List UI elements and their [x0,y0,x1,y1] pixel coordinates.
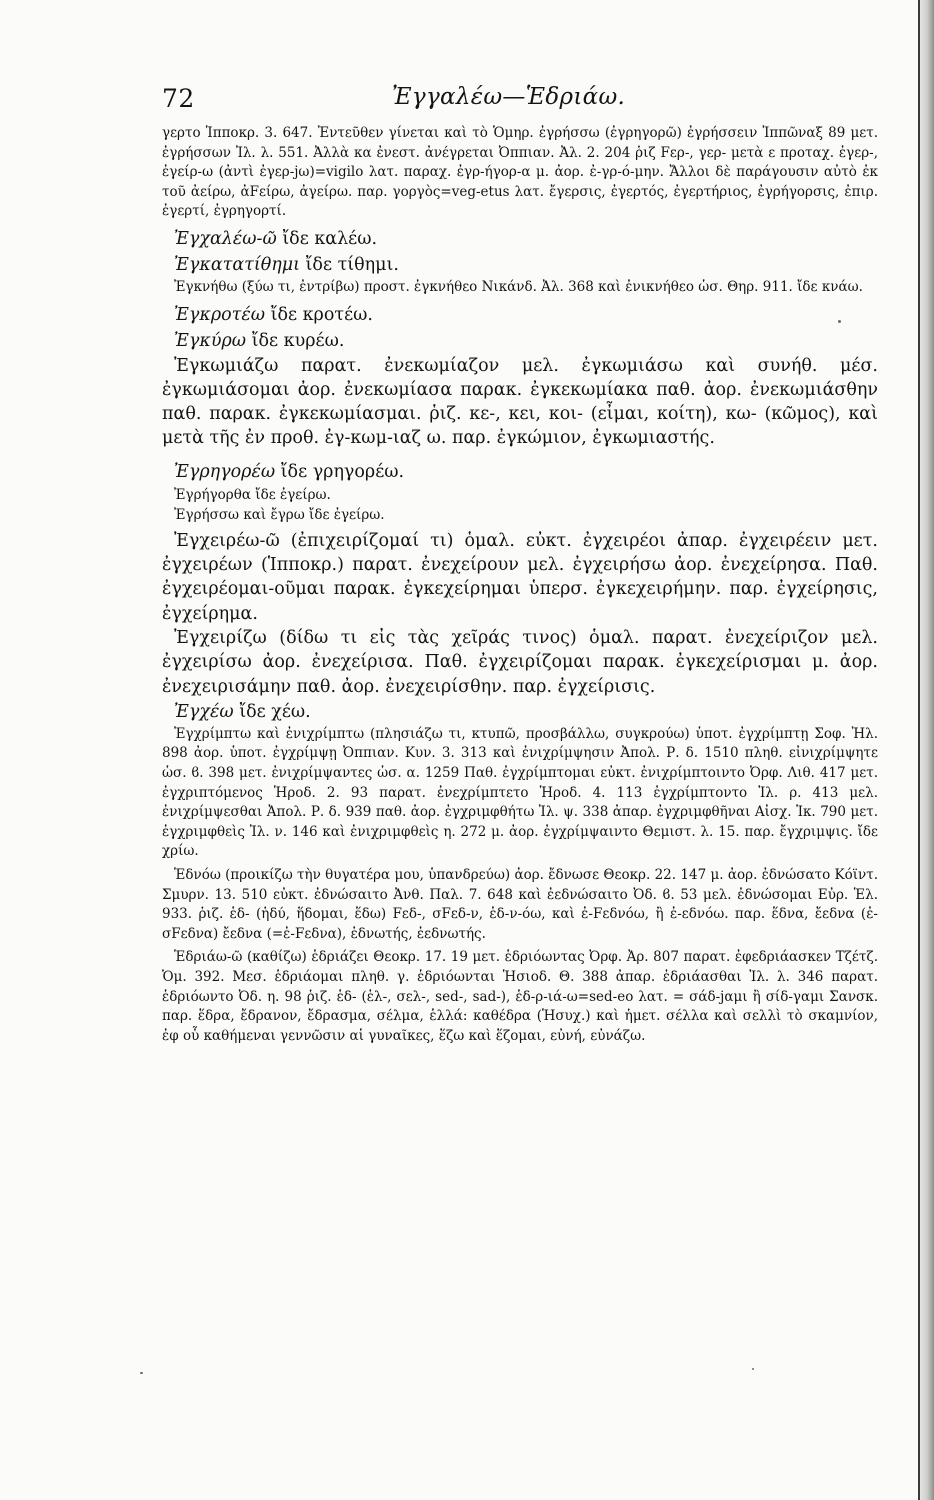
entry-text: ἴδε κυρέω. [246,330,345,351]
entry-ednoo: Ἑδνόω (προικίζω τὴν θυγατέρα μου, ὑπανδρεύω) ἀορ. ἔδνωσε Θεοκρ. 22. 147 μ. ἀορ. ἐδνώσατο Κόϊντ. Σμυρν. 13. 510 εὐκτ. ἐδνώσαιτο Ἀνθ. Παλ. 7. 648 καὶ ἐεδνώσαιτο Ὀδ. ϐ. 53 μελ. ἐδνώσομαι Εὐρ. Ἑλ. 933. ῥιζ. ἑδ- (ἡδύ, ἥδομαι, ἕδω) Fεδ-, σFεδ-ν, ἑδ-ν-όω, καὶ ἐ-Fεδνόω, ἢ ἐ-εδνόω. παρ. ἕδνα, ἔεδνα (ἐ-σFεδνα) ἔεδνα (=ἐ-Fεδνα), ἑδνωτής, ἐεδνωτής. [162,866,878,942]
entry-egkyro [162,328,878,354]
entry-text: ἴδε καλέω. [276,228,378,249]
print-speck [140,1372,143,1374]
entry-headword: Ἐγχαλέω-ῶ [174,228,277,249]
entry-edriao: Ἑδριάω-ῶ (καθίζω) ἑδριάζει Θεοκρ. 17. 19 μετ. ἑδριόωντας Ὀρφ. Ἀρ. 807 παρατ. ἐφεδριάασκεν Τζέτζ. Ὁμ. 392. Μεσ. ἑδριάομαι πληθ. γ. ἑδριόωνται Ἡσιοδ. Θ. 388 ἀπαρ. ἑδριάασθαι Ἰλ. λ. 346 παρατ. ἑδριόωντο Ὀδ. η. 98 ῥιζ. ἑδ- (ἑλ-, σελ-, sed-, sad-), ἑδ-ρ-ιά-ω=sed-eo λατ. = σάδ-jαμι ἢ σίδ-γαμι Σανσκ. παρ. ἕδρα, ἔδρανον, ἔδρασμα, σέλμα, ἑλλά: καθέδρα (Ἡσυχ.) καὶ ἡμετ. σέλλα καὶ σελλὶ τὸ σκαμνίον, ἐφ οὗ καθήμεναι γεννῶσιν αἱ γυναῖκες, ἕζω καὶ ἕζομαι, εὐνή, εὐνάζω. [162,949,878,1044]
dictionary-content [162,124,878,1046]
entry-text: ἴδε κροτέω. [265,304,373,325]
entry-egregoreo [162,459,878,485]
entry-headword: Ἐγκροτέω [174,304,266,325]
entry-egknetho: Ἐγκνήθω (ξύω τι, ἐντρίβω) προστ. ἐγκνήθεο Νικάνδ. Ἀλ. 368 καὶ ἐνικνήθεο ὡσ. Θηρ. 911. ἴδε κνάω. [174,278,863,295]
running-head: Ἐγγαλέω—Ἑδριάω. [392,84,626,110]
book-spine-shadow [918,0,934,1500]
print-speck [838,320,841,323]
entry-egchrimpto: Ἐγχρίμπτω καὶ ἐνιχρίμπτω (πλησιάζω τι, κτυπῶ, προσβάλλω, συγκρούω) ὑποτ. ἐγχρίμπτῃ Σοφ. Ἠλ. 898 ἀορ. ὑποτ. ἐγχρίμψῃ Ὀππιαν. Κυν. 3. 313 καὶ ἐνιχρίμψησιν Ἀπολ. Ρ. δ. 1510 πληθ. εἰνιχρίμψητε ὡσ. ϐ. 398 μετ. ἐνιχρίμψαντες ὡσ. α. 1259 Παθ. ἐγχρίμπτομαι εὐκτ. ἐνιχρίμπτοιντο Ὀρφ. Λιθ. 417 μετ. ἐγχριπτόμενος Ἡροδ. 2. 93 παρατ. ἐνεχρίμπτετο Ἡροδ. 4. 113 ἐγχρίμπτοντο Ἰλ. ρ. 413 μελ. ἐνιχρίμψεσθαι Ἀπολ. Ρ. δ. 939 παθ. ἀορ. ἐγχριμφθήτω Ἰλ. ψ. 338 ἀπαρ. ἐγχριμφθῆναι Αἰσχ. Ἱκ. 790 μετ. ἐγχριμφθεὶς Ἰλ. ν. 146 καὶ ἐνιχριμφθεὶς η. 272 μ. ἀορ. ἐγχρίμψαιντο Θεμιστ. λ. 15. παρ. ἔγχριμψις. ἴδε χρίω. [162,725,878,860]
entry-headword: Ἐγκατατίθημι [174,254,300,275]
entry-egregortha: Ἐγρήγορθα ἴδε ἐγείρω. [174,486,331,503]
entry-egcheireo: Ἐγχειρέω-ῶ (ἐπιχειρίζομαί τι) ὁμαλ. εὐκτ. ἐγχειρέοι ἀπαρ. ἐγχειρέειν μετ. ἐγχειρέων (Ἱπποκρ.) παρατ. ἐνεχείρουν μελ. ἐγχειρήσω ἀορ. ἐνεχείρησα. Παθ. ἐγχειρέομαι-οῦμαι παρακ. ἐγκεχείρημαι ὑπερσ. ἐγκεχειρήμην. παρ. ἐγχείρησις, ἐγχείρημα. [162,530,878,624]
page-header [162,82,882,120]
print-speck [752,1368,754,1370]
entry-headword: Ἐγκύρω [174,330,247,351]
entry-egkatatithemi [162,252,878,278]
entry-egcheo [162,699,878,725]
page-number: 72 [162,84,195,113]
entry-text: ἴδε τίθημι. [299,254,399,275]
entry-egkomiazo: Ἐγκωμιάζω παρατ. ἐνεκωμίαζον μελ. ἐγκωμιάσω καὶ συνήθ. μέσ. ἐγκωμιάσομαι ἀορ. ἐνεκωμίασα παρακ. ἐγκεκωμίακα παθ. ἀορ. ἐνεκωμιάσθην παθ. παρακ. ἐγκεκωμίασμαι. ῥιζ. κε-, κει, κοι- (εἶμαι, κοίτη), κω- (κῶμος), καὶ μετὰ τῆς ἐν προθ. ἐγ-κωμ-ιαζ ω. παρ. ἐγκώμιον, ἐγκωμιαστής. [162,355,878,449]
page-edge-line [918,0,920,1500]
entry-continuation: γερτο Ἱπποκρ. 3. 647. Ἐντεῦθεν γίνεται καὶ τὸ Ὁμηρ. ἐγρήσσω (ἐγρηγορῶ) ἐγρήσσειν Ἱππῶναξ 89 μετ. ἐγρήσσων Ἰλ. λ. 551. Ἀλλὰ κα ἐνεστ. ἀνέγρεται Ὀππιαν. Ἀλ. 2. 204 ῥιζ Fερ-, γερ- μετὰ ε προταχ. ἐγερ-, ἐγείρ-ω (ἀντὶ ἐγερ-jω)=vigilo λατ. παραχ. ἐγρ-ήγορ-α μ. ἀορ. ἐ-γρ-ό-μην. Ἄλλοι δὲ παράγουσιν αὐτὸ ἐκ τοῦ ἀείρω, ἀFείρω, ἀγείρω. παρ. γοργὸς=veg-etus λατ. ἔγερσις, ἐγερτός, ἐγερτήριος, ἐγρήγορσις, ἐπιρ. ἐγερτί, ἐγρηγορτί. [162,125,878,220]
entry-egchaleo [162,226,878,252]
entry-text: ἴδε χέω. [233,701,311,722]
entry-egkroteo [162,302,878,328]
entry-headword: Ἐγχέω [174,701,234,722]
entry-headword: Ἐγρηγορέω [174,461,276,482]
entry-egcheirizo: Ἐγχειρίζω (δίδω τι εἰς τὰς χεῖράς τινος) ὁμαλ. παρατ. ἐνεχείριζον μελ. ἐγχειρίσω ἀορ. ἐνεχείρισα. Παθ. ἐγχειρίζομαι παρακ. ἐγκεχείρισμαι μ. ἀορ. ἐνεχειρισάμην παθ. ἀορ. ἐνεχειρίσθην. παρ. ἐγχείρισις. [162,627,878,697]
entry-egresso: Ἐγρήσσω καὶ ἔγρω ἴδε ἐγείρω. [174,506,385,523]
entry-text: ἴδε γρηγορέω. [275,461,405,482]
